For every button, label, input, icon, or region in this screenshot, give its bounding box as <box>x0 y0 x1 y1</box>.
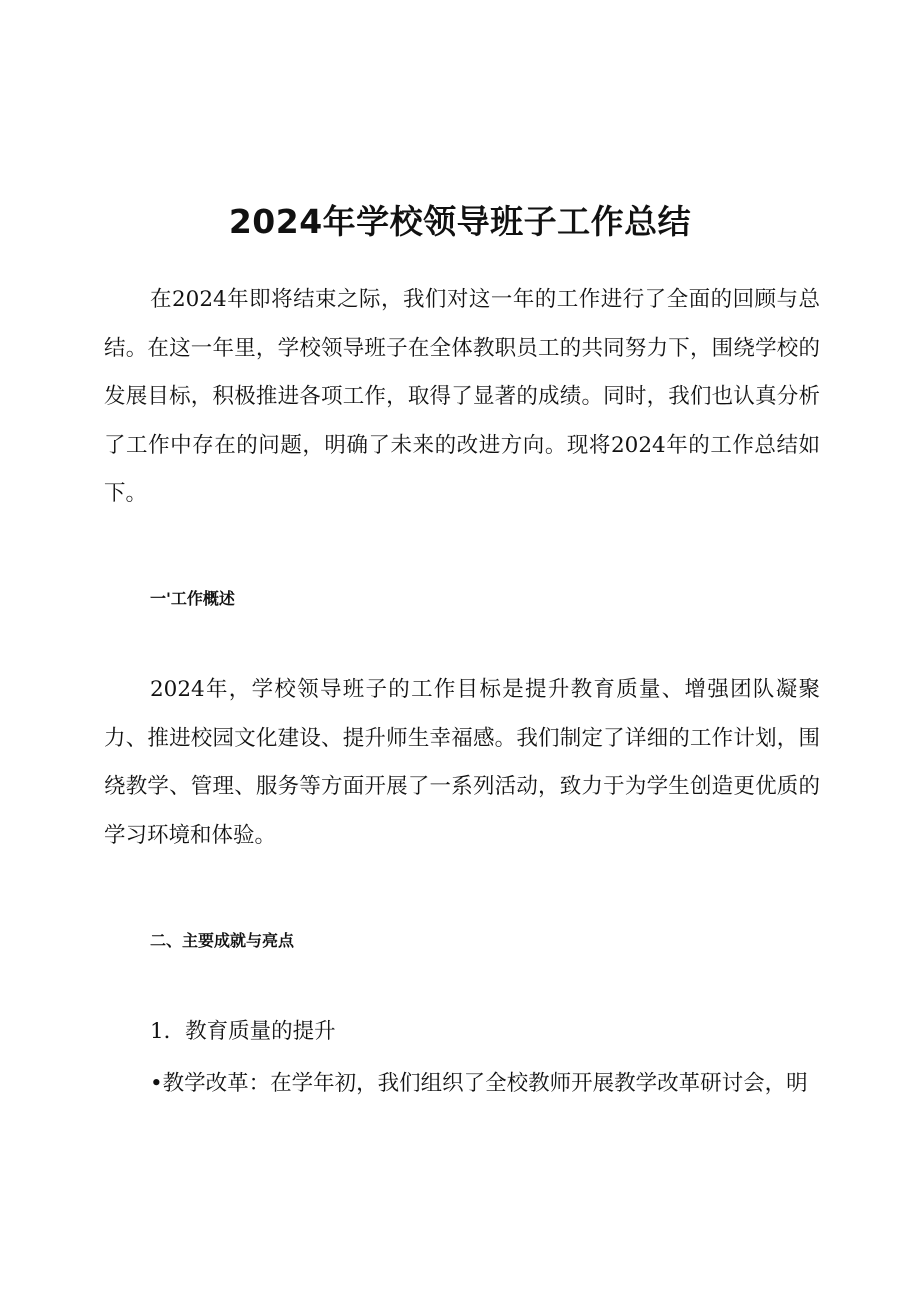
bullet-teaching-reform: •教学改革：在学年初，我们组织了全校教师开展教学改革研讨会，明 <box>150 1071 808 1096</box>
intro-paragraph: 在2024年即将结束之际，我们对这一年的工作进行了全面的回顾与总结。在这一年里，学校领导班子在全体教职员工的共同努力下，围绕学校的发展目标，积极推进各项工作，取得了显著的成绩。同时，我们也认真分析了工作中存在的问题，明确了未来的改进方向。现将2024年的工作总结如下。 <box>104 287 820 507</box>
section-heading-overview: 一'工作概述 <box>150 589 235 608</box>
subheading-education-quality: 1．教育质量的提升 <box>150 1019 336 1044</box>
section-heading-achievements: 二、主要成就与亮点 <box>150 931 295 950</box>
document-title: 2024年学校领导班子工作总结 <box>228 202 692 242</box>
overview-paragraph: 2024年，学校领导班子的工作目标是提升教育质量、增强团队凝聚力、推进校园文化建设、提升师生幸福感。我们制定了详细的工作计划，围绕教学、管理、服务等方面开展了一系列活动，致力于为学生创造更优质的学习环境和体验。 <box>104 677 820 848</box>
